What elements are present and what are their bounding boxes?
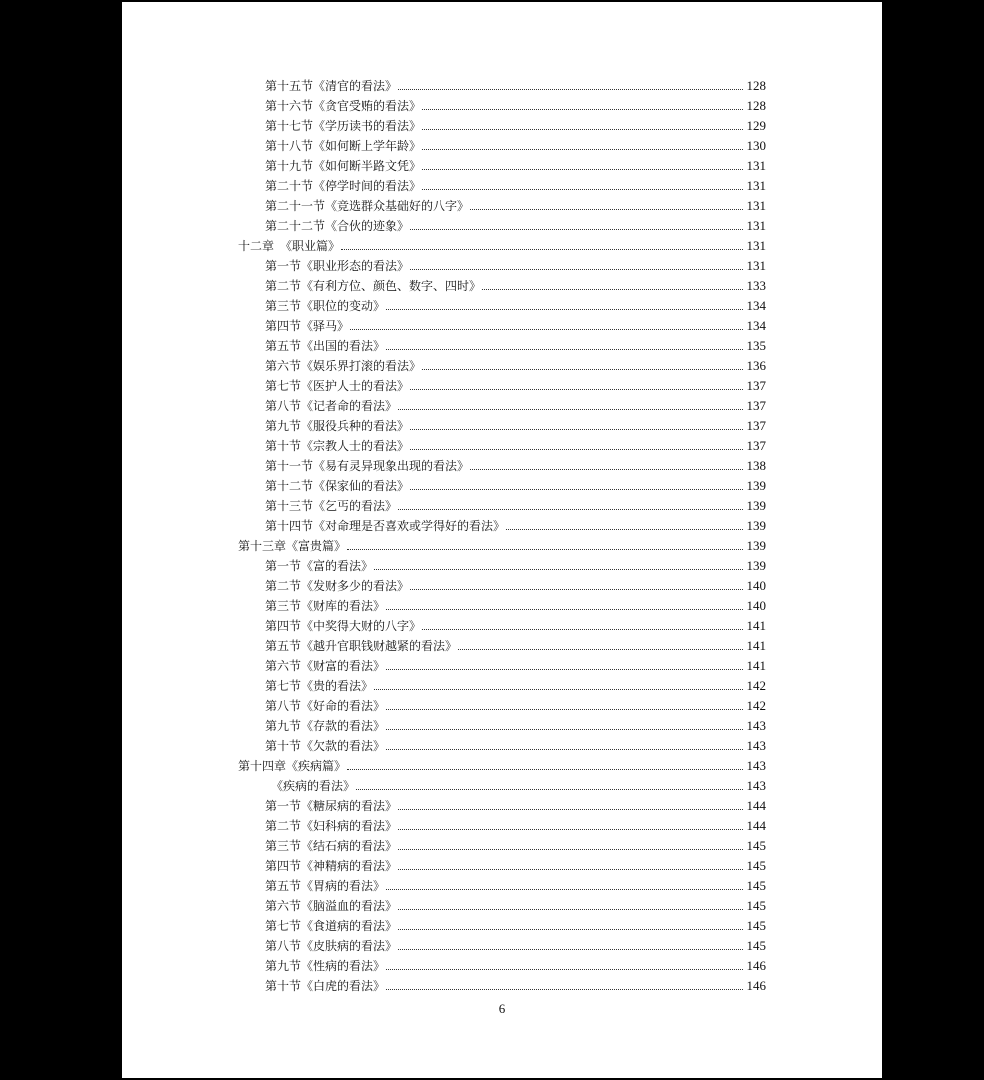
toc-page-number: 131 [746, 218, 766, 233]
toc-dot-leader [410, 388, 743, 390]
toc-entry-title: 第十节《欠款的看法》 [265, 739, 386, 753]
toc-dot-leader [341, 248, 743, 250]
toc-page-number: 145 [746, 938, 766, 953]
toc-entry-title: 第十三章《富贵篇》 [238, 539, 347, 553]
toc-entry-title: 第十二节《保家仙的看法》 [265, 479, 410, 493]
toc-section-row[interactable] [122, 853, 882, 873]
toc-dot-leader [398, 848, 743, 850]
toc-page-number: 143 [746, 778, 766, 793]
toc-page-number: 146 [746, 958, 766, 973]
toc-page-number: 130 [746, 138, 766, 153]
toc-section-row[interactable] [122, 493, 882, 513]
toc-page-number: 138 [746, 458, 766, 473]
toc-entry-title: 第三节《财库的看法》 [265, 599, 386, 613]
toc-dot-leader [410, 228, 743, 230]
toc-section-row[interactable] [122, 93, 882, 113]
toc-section-row[interactable] [122, 313, 882, 333]
toc-dot-leader [398, 928, 743, 930]
toc-section-row[interactable] [122, 433, 882, 453]
toc-page-number: 141 [746, 658, 766, 673]
toc-section-row[interactable] [122, 373, 882, 393]
toc-entry-title: 第十八节《如何断上学年龄》 [265, 139, 422, 153]
toc-entry-title: 第三节《职位的变动》 [265, 299, 386, 313]
toc-section-row[interactable] [122, 773, 882, 793]
toc-entry-title: 第八节《皮肤病的看法》 [265, 939, 398, 953]
toc-dot-leader [422, 188, 743, 190]
toc-section-row[interactable] [122, 553, 882, 573]
toc-page-number: 131 [746, 158, 766, 173]
toc-section-row[interactable] [122, 633, 882, 653]
toc-entry-title: 第六节《娱乐界打滚的看法》 [265, 359, 422, 373]
toc-dot-leader [470, 468, 743, 470]
toc-dot-leader [410, 488, 743, 490]
document-page [122, 2, 882, 1078]
toc-page-number: 131 [746, 178, 766, 193]
toc-dot-leader [386, 748, 743, 750]
toc-dot-leader [347, 768, 743, 770]
toc-section-row[interactable] [122, 473, 882, 493]
toc-dot-leader [422, 108, 743, 110]
toc-page-number: 134 [746, 298, 766, 313]
toc-section-row[interactable] [122, 513, 882, 533]
toc-dot-leader [398, 508, 743, 510]
toc-page-number: 128 [746, 98, 766, 113]
toc-section-row[interactable] [122, 713, 882, 733]
toc-dot-leader [410, 588, 743, 590]
toc-section-row[interactable] [122, 933, 882, 953]
toc-dot-leader [422, 168, 743, 170]
toc-dot-leader [398, 948, 743, 950]
toc-dot-leader [410, 268, 743, 270]
toc-page-number: 142 [746, 678, 766, 693]
toc-entry-title: 第七节《食道病的看法》 [265, 919, 398, 933]
toc-dot-leader [398, 88, 743, 90]
toc-entry-title: 第十六节《贪官受贿的看法》 [265, 99, 422, 113]
toc-page-number: 143 [746, 758, 766, 773]
toc-entry-title: 第十节《白虎的看法》 [265, 979, 386, 993]
toc-page-number: 137 [746, 378, 766, 393]
toc-page-number: 139 [746, 498, 766, 513]
toc-page-number: 134 [746, 318, 766, 333]
toc-dot-leader [410, 448, 743, 450]
toc-dot-leader [386, 348, 743, 350]
toc-entry-title: 第十节《宗教人士的看法》 [265, 439, 410, 453]
toc-entry-title: 第六节《脑溢血的看法》 [265, 899, 398, 913]
toc-page-number: 145 [746, 878, 766, 893]
toc-section-row[interactable] [122, 893, 882, 913]
toc-dot-leader [398, 828, 743, 830]
page-number: 6 [498, 1001, 506, 1016]
toc-section-row[interactable] [122, 393, 882, 413]
toc-dot-leader [422, 368, 743, 370]
toc-entry-title: 第十三节《乞丐的看法》 [265, 499, 398, 513]
toc-section-row[interactable] [122, 693, 882, 713]
toc-page-number: 144 [746, 798, 766, 813]
toc-section-row[interactable] [122, 873, 882, 893]
toc-page-number: 141 [746, 618, 766, 633]
toc-page-number: 129 [746, 118, 766, 133]
toc-section-row[interactable] [122, 733, 882, 753]
toc-entry-title: 第四节《驿马》 [265, 319, 350, 333]
toc-entry-title: 第二节《妇科病的看法》 [265, 819, 398, 833]
toc-dot-leader [356, 788, 743, 790]
toc-section-row[interactable] [122, 613, 882, 633]
toc-dot-leader [398, 908, 743, 910]
toc-dot-leader [482, 288, 743, 290]
toc-section-row[interactable] [122, 253, 882, 273]
toc-page-number: 143 [746, 738, 766, 753]
toc-page-number: 144 [746, 818, 766, 833]
toc-section-row[interactable] [122, 813, 882, 833]
toc-page-number: 137 [746, 418, 766, 433]
toc-dot-leader [458, 648, 743, 650]
toc-entry-title: 第七节《医护人士的看法》 [265, 379, 410, 393]
toc-page-number: 137 [746, 398, 766, 413]
toc-dot-leader [398, 408, 743, 410]
toc-section-row[interactable] [122, 793, 882, 813]
toc-entry-title: 第八节《好命的看法》 [265, 699, 386, 713]
toc-entry-title: 第五节《越升官职钱财越紧的看法》 [265, 639, 458, 653]
toc-page-number: 140 [746, 598, 766, 613]
toc-entry-title: 第二十节《停学时间的看法》 [265, 179, 422, 193]
toc-entry-title: 第二十一节《竞选群众基础好的八字》 [265, 199, 470, 213]
toc-page-number: 142 [746, 698, 766, 713]
toc-page-number: 145 [746, 838, 766, 853]
toc-page-number: 140 [746, 578, 766, 593]
toc-entry-title: 第一节《富的看法》 [265, 559, 374, 573]
toc-dot-leader [470, 208, 743, 210]
toc-dot-leader [410, 428, 743, 430]
toc-entry-title: 《疾病的看法》 [271, 779, 356, 793]
toc-entry-title: 第十四节《对命理是否喜欢或学得好的看法》 [265, 519, 506, 533]
toc-section-row[interactable] [122, 453, 882, 473]
toc-entry-title: 第九节《服役兵种的看法》 [265, 419, 410, 433]
toc-section-row[interactable] [122, 333, 882, 353]
toc-page-number: 146 [746, 978, 766, 993]
toc-entry-title: 第五节《胃病的看法》 [265, 879, 386, 893]
toc-entry-title: 第六节《财富的看法》 [265, 659, 386, 673]
toc-entry-title: 第八节《记者命的看法》 [265, 399, 398, 413]
toc-section-row[interactable] [122, 193, 882, 213]
toc-page-number: 139 [746, 538, 766, 553]
toc-page-number: 131 [746, 238, 766, 253]
toc-entry-title: 第十五节《清官的看法》 [265, 79, 398, 93]
toc-section-row[interactable] [122, 213, 882, 233]
toc-page-number: 135 [746, 338, 766, 353]
toc-entry-title: 第一节《糖尿病的看法》 [265, 799, 398, 813]
toc-entry-title: 第二节《有利方位、颜色、数字、四时》 [265, 279, 482, 293]
toc-dot-leader [386, 608, 743, 610]
toc-entry-title: 第十四章《疾病篇》 [238, 759, 347, 773]
toc-dot-leader [398, 808, 743, 810]
toc-dot-leader [386, 708, 743, 710]
toc-section-row[interactable] [122, 293, 882, 313]
toc-dot-leader [386, 968, 743, 970]
toc-page-number: 141 [746, 638, 766, 653]
toc-dot-leader [374, 688, 743, 690]
toc-section-row[interactable] [122, 73, 882, 93]
toc-page-number: 145 [746, 918, 766, 933]
toc-entry-title: 第四节《神精病的看法》 [265, 859, 398, 873]
toc-page-number: 131 [746, 258, 766, 273]
toc-entry-title: 第三节《结石病的看法》 [265, 839, 398, 853]
toc-page-number: 145 [746, 898, 766, 913]
toc-page-number: 133 [746, 278, 766, 293]
toc-dot-leader [422, 148, 743, 150]
toc-section-row[interactable] [122, 173, 882, 193]
toc-dot-leader [506, 528, 743, 530]
toc-dot-leader [422, 628, 743, 630]
toc-section-row[interactable] [122, 273, 882, 293]
toc-section-row[interactable] [122, 673, 882, 693]
toc-entry-title: 第九节《存款的看法》 [265, 719, 386, 733]
toc-dot-leader [386, 988, 743, 990]
toc-entry-title: 第四节《中奖得大财的八字》 [265, 619, 422, 633]
toc-entry-title: 第五节《出国的看法》 [265, 339, 386, 353]
toc-page-number: 137 [746, 438, 766, 453]
toc-entry-title: 第十九节《如何断半路文凭》 [265, 159, 422, 173]
toc-section-row[interactable] [122, 353, 882, 373]
toc-section-row[interactable] [122, 653, 882, 673]
toc-entry-title: 第九节《性病的看法》 [265, 959, 386, 973]
toc-section-row[interactable] [122, 953, 882, 973]
toc-entry-title: 十二章 《职业篇》 [238, 239, 341, 253]
toc-dot-leader [386, 668, 743, 670]
toc-dot-leader [350, 328, 743, 330]
toc-section-row[interactable] [122, 573, 882, 593]
toc-dot-leader [386, 308, 743, 310]
toc-entry-title: 第二十二节《合伙的迹象》 [265, 219, 410, 233]
toc-entry-title: 第十一节《易有灵异现象出现的看法》 [265, 459, 470, 473]
toc-page-number: 139 [746, 478, 766, 493]
toc-dot-leader [422, 128, 743, 130]
toc-chapter-row[interactable] [122, 753, 882, 773]
toc-section-row[interactable] [122, 833, 882, 853]
toc-section-row[interactable] [122, 153, 882, 173]
toc-page-number: 136 [746, 358, 766, 373]
toc-page-number: 128 [746, 78, 766, 93]
toc-section-row[interactable] [122, 913, 882, 933]
toc-page-number: 131 [746, 198, 766, 213]
toc-dot-leader [347, 548, 743, 550]
toc-dot-leader [398, 868, 743, 870]
toc-dot-leader [386, 728, 743, 730]
toc-page-number: 139 [746, 558, 766, 573]
toc-page-number: 143 [746, 718, 766, 733]
toc-section-row[interactable] [122, 973, 882, 993]
toc-chapter-row[interactable] [122, 533, 882, 553]
toc-entry-title: 第二节《发财多少的看法》 [265, 579, 410, 593]
toc-dot-leader [374, 568, 743, 570]
toc-page-number: 145 [746, 858, 766, 873]
toc-entry-title: 第十七节《学历读书的看法》 [265, 119, 422, 133]
toc-section-row[interactable] [122, 413, 882, 433]
toc-section-row[interactable] [122, 593, 882, 613]
toc-entry-title: 第一节《职业形态的看法》 [265, 259, 410, 273]
toc-dot-leader [386, 888, 743, 890]
toc-entry-title: 第七节《贵的看法》 [265, 679, 374, 693]
toc-chapter-row[interactable] [122, 233, 882, 253]
toc-page-number: 139 [746, 518, 766, 533]
toc-section-row[interactable] [122, 133, 882, 153]
toc-section-row[interactable] [122, 113, 882, 133]
